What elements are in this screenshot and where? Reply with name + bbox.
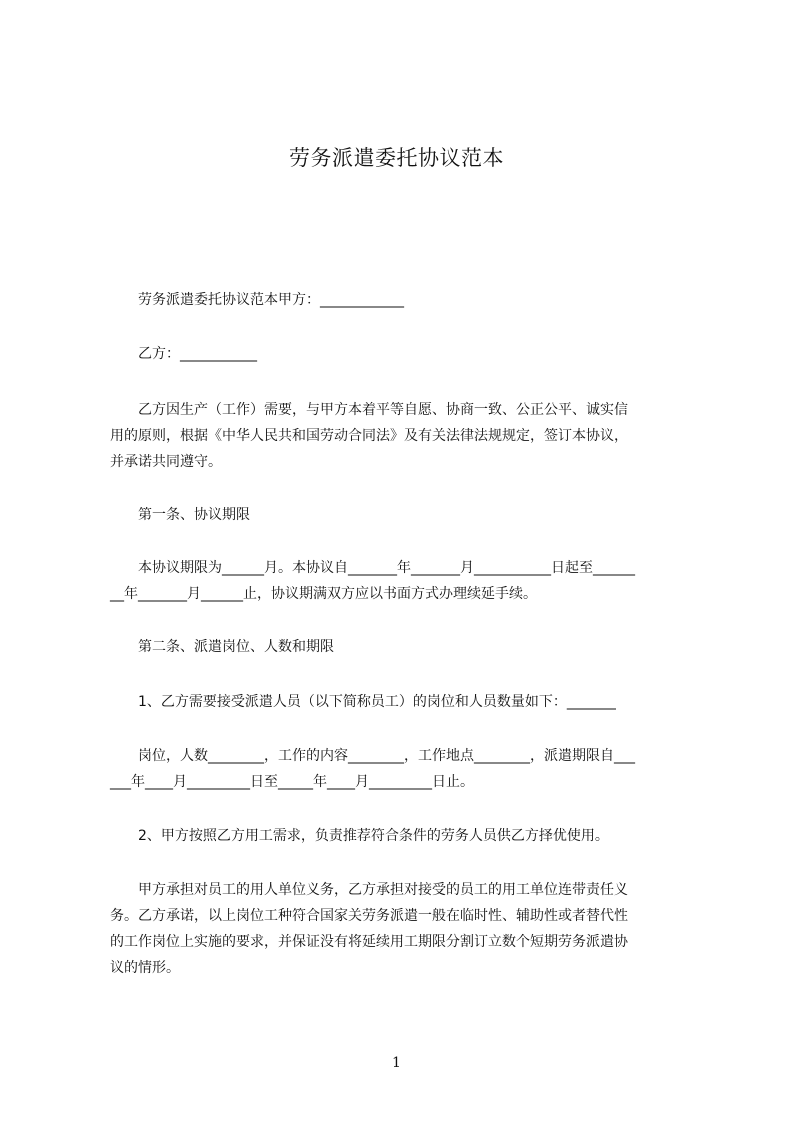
article-2-heading: 第二条、派遣岗位、人数和期限 <box>110 639 334 655</box>
document-title: 劳务派遣委托协议范本 <box>289 146 504 170</box>
term-line-1: 本协议期限为______月。本协议自_______年_______月___________日起至______ <box>110 560 635 576</box>
party-a-line: 劳务派遣委托协议范本甲方：____________ <box>110 292 404 308</box>
page-number: 1 <box>392 1055 401 1071</box>
term-line-2: __年_______月______止，协议期满双方应以书面方式办理续延手续。 <box>110 586 537 602</box>
preamble-line-2: 用的原则，根据《中华人民共和国劳动合同法》及有关法律法规规定，签订本协议， <box>110 428 628 444</box>
article-1-heading: 第一条、协议期限 <box>110 507 250 523</box>
preamble-line-1: 乙方因生产（工作）需要，与甲方本着平等自愿、协商一致、公正公平、诚实信 <box>110 402 628 418</box>
obligation-line-2: 务。乙方承诺，以上岗位工种符合国家关劳务派遣一般在临时性、辅助性或者替代性 <box>110 908 628 924</box>
position-line-1: 岗位，人数________，工作的内容________，工作地点________，派遣期限自___ <box>110 748 635 764</box>
obligation-line-1: 甲方承担对员工的用人单位义务，乙方承担对接受的员工的用工单位连带责任义 <box>110 882 628 898</box>
clause-1-line: 1、乙方需要接受派遣人员（以下简称员工）的岗位和人员数量如下：_______ <box>110 694 616 710</box>
party-b-line: 乙方：___________ <box>110 346 257 362</box>
preamble-line-3: 并承诺共同遵守。 <box>110 454 222 470</box>
clause-2-line: 2、甲方按照乙方用工需求，负责推荐符合条件的劳务人员供乙方择优使用。 <box>110 828 609 844</box>
obligation-line-4: 议的情形。 <box>110 960 180 976</box>
obligation-line-3: 的工作岗位上实施的要求，并保证没有将延续用工期限分割订立数个短期劳务派遣协 <box>110 934 628 950</box>
position-line-2: ___年____月_________日至_____年____月_________日止。 <box>110 774 474 790</box>
